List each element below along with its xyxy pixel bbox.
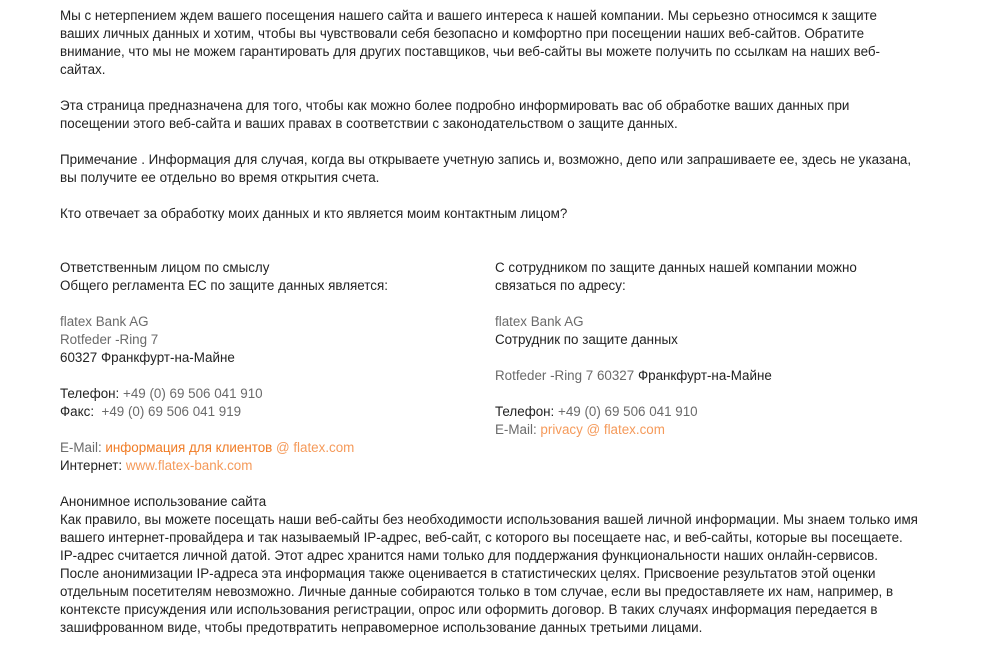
internet-label: Интернет: bbox=[60, 458, 123, 473]
dpo-address-city: Франкфурт-на-Майне bbox=[637, 368, 772, 383]
anonymous-use-body: Как правило, вы можете посещать наши веб-сайты без необходимости использования вашей личной информации. Мы знаем только имя вашего интернет-провайдера и так называемый IP-адрес, веб-сайт, с которого вы посещаете нас, и веб-сайты, которые вы посещаете. IP-адрес считается личной датой. Этот адрес хранится нами только для поддержания функциональности наших онлайн-сервисов. После анонимизации IP-адреса эта информация также оценивается в статистических целях. Присвоение результатов этой оценки отдельным посетителям невозможно. Личные данные собираются только в том случае, если вы предоставляете их нам, например, в контексте присуждения или использования регистрации, опрос или оформить договор. В таких случаях информация передается в зашифрованном виде, чтобы предотвратить неправомерное использование данных третьими лицами. bbox=[60, 512, 918, 635]
dpo-heading-2: связаться по адресу: bbox=[495, 278, 626, 293]
data-protection-officer-block bbox=[495, 259, 920, 475]
email-line bbox=[60, 439, 495, 457]
phone-label: Телефон: bbox=[60, 386, 120, 401]
responsible-heading-2: Общего регламента ЕС по защите данных является: bbox=[60, 278, 388, 293]
intro-paragraph-1: Мы с нетерпением ждем вашего посещения нашего сайта и вашего интереса к нашей компании. Мы серьезно относимся к защите ваших личных данных и хотим, чтобы вы чувствовали себя безопасно и комфортно при посещении наших веб-сайтов. Обратите внимание, что мы не можем гарантировать для других поставщиков, чьи веб-сайты вы можете получить по ссылкам на наших веб-сайтах. bbox=[60, 8, 881, 77]
contact-question: Кто отвечает за обработку моих данных и кто является моим контактным лицом? bbox=[60, 206, 568, 221]
dpo-phone-line bbox=[495, 403, 920, 421]
internet-line bbox=[60, 457, 495, 475]
email-domain[interactable]: @ flatex.com bbox=[276, 440, 355, 455]
website-link[interactable]: www.flatex-bank.com bbox=[125, 458, 253, 473]
dpo-heading-1: С сотрудником по защите данных нашей компании можно bbox=[495, 260, 857, 275]
dpo-email-line bbox=[495, 421, 920, 439]
dpo-address-street: Rotfeder -Ring 7 60327 bbox=[495, 368, 635, 383]
anonymous-use-section bbox=[60, 493, 920, 637]
phone-line bbox=[60, 385, 495, 403]
company-name: flatex Bank AG bbox=[60, 314, 149, 329]
dpo-company-name: flatex Bank AG bbox=[495, 314, 584, 329]
privacy-email-link[interactable]: privacy @ flatex.com bbox=[540, 422, 665, 437]
dpo-phone-label: Телефон: bbox=[495, 404, 555, 419]
fax-label: Факс: bbox=[60, 404, 95, 419]
responsible-person-block bbox=[60, 259, 495, 475]
intro-note: Примечание . Информация для случая, когда вы открываете учетную запись и, возможно, депо или запрашиваете ее, здесь не указана, вы получите ее отдельно во время открытия счета. bbox=[60, 152, 912, 185]
city-address: 60327 Франкфурт-на-Майне bbox=[60, 350, 235, 365]
street-address: Rotfeder -Ring 7 bbox=[60, 332, 159, 347]
dpo-email-label: E-Mail: bbox=[495, 422, 537, 437]
dpo-title: Сотрудник по защите данных bbox=[495, 332, 678, 347]
privacy-content bbox=[60, 7, 920, 637]
fax-value: +49 (0) 69 506 041 919 bbox=[101, 404, 242, 419]
phone-value: +49 (0) 69 506 041 910 bbox=[123, 386, 263, 401]
fax-line bbox=[60, 403, 495, 421]
customer-info-email-link[interactable]: информация для клиентов bbox=[105, 440, 273, 455]
email-label: E-Mail: bbox=[60, 440, 102, 455]
anonymous-use-title: Анонимное использование сайта bbox=[60, 494, 267, 509]
contact-columns bbox=[60, 259, 920, 475]
intro-paragraph-2: Эта страница предназначена для того, чтобы как можно более подробно информировать вас об обработке ваших данных при посещении этого веб-сайта и ваших правах в соответствии с законодательством о защите данных. bbox=[60, 98, 850, 131]
dpo-address bbox=[495, 367, 920, 385]
dpo-phone-value: +49 (0) 69 506 041 910 bbox=[558, 404, 698, 419]
responsible-heading-1: Ответственным лицом по смыслу bbox=[60, 260, 270, 275]
